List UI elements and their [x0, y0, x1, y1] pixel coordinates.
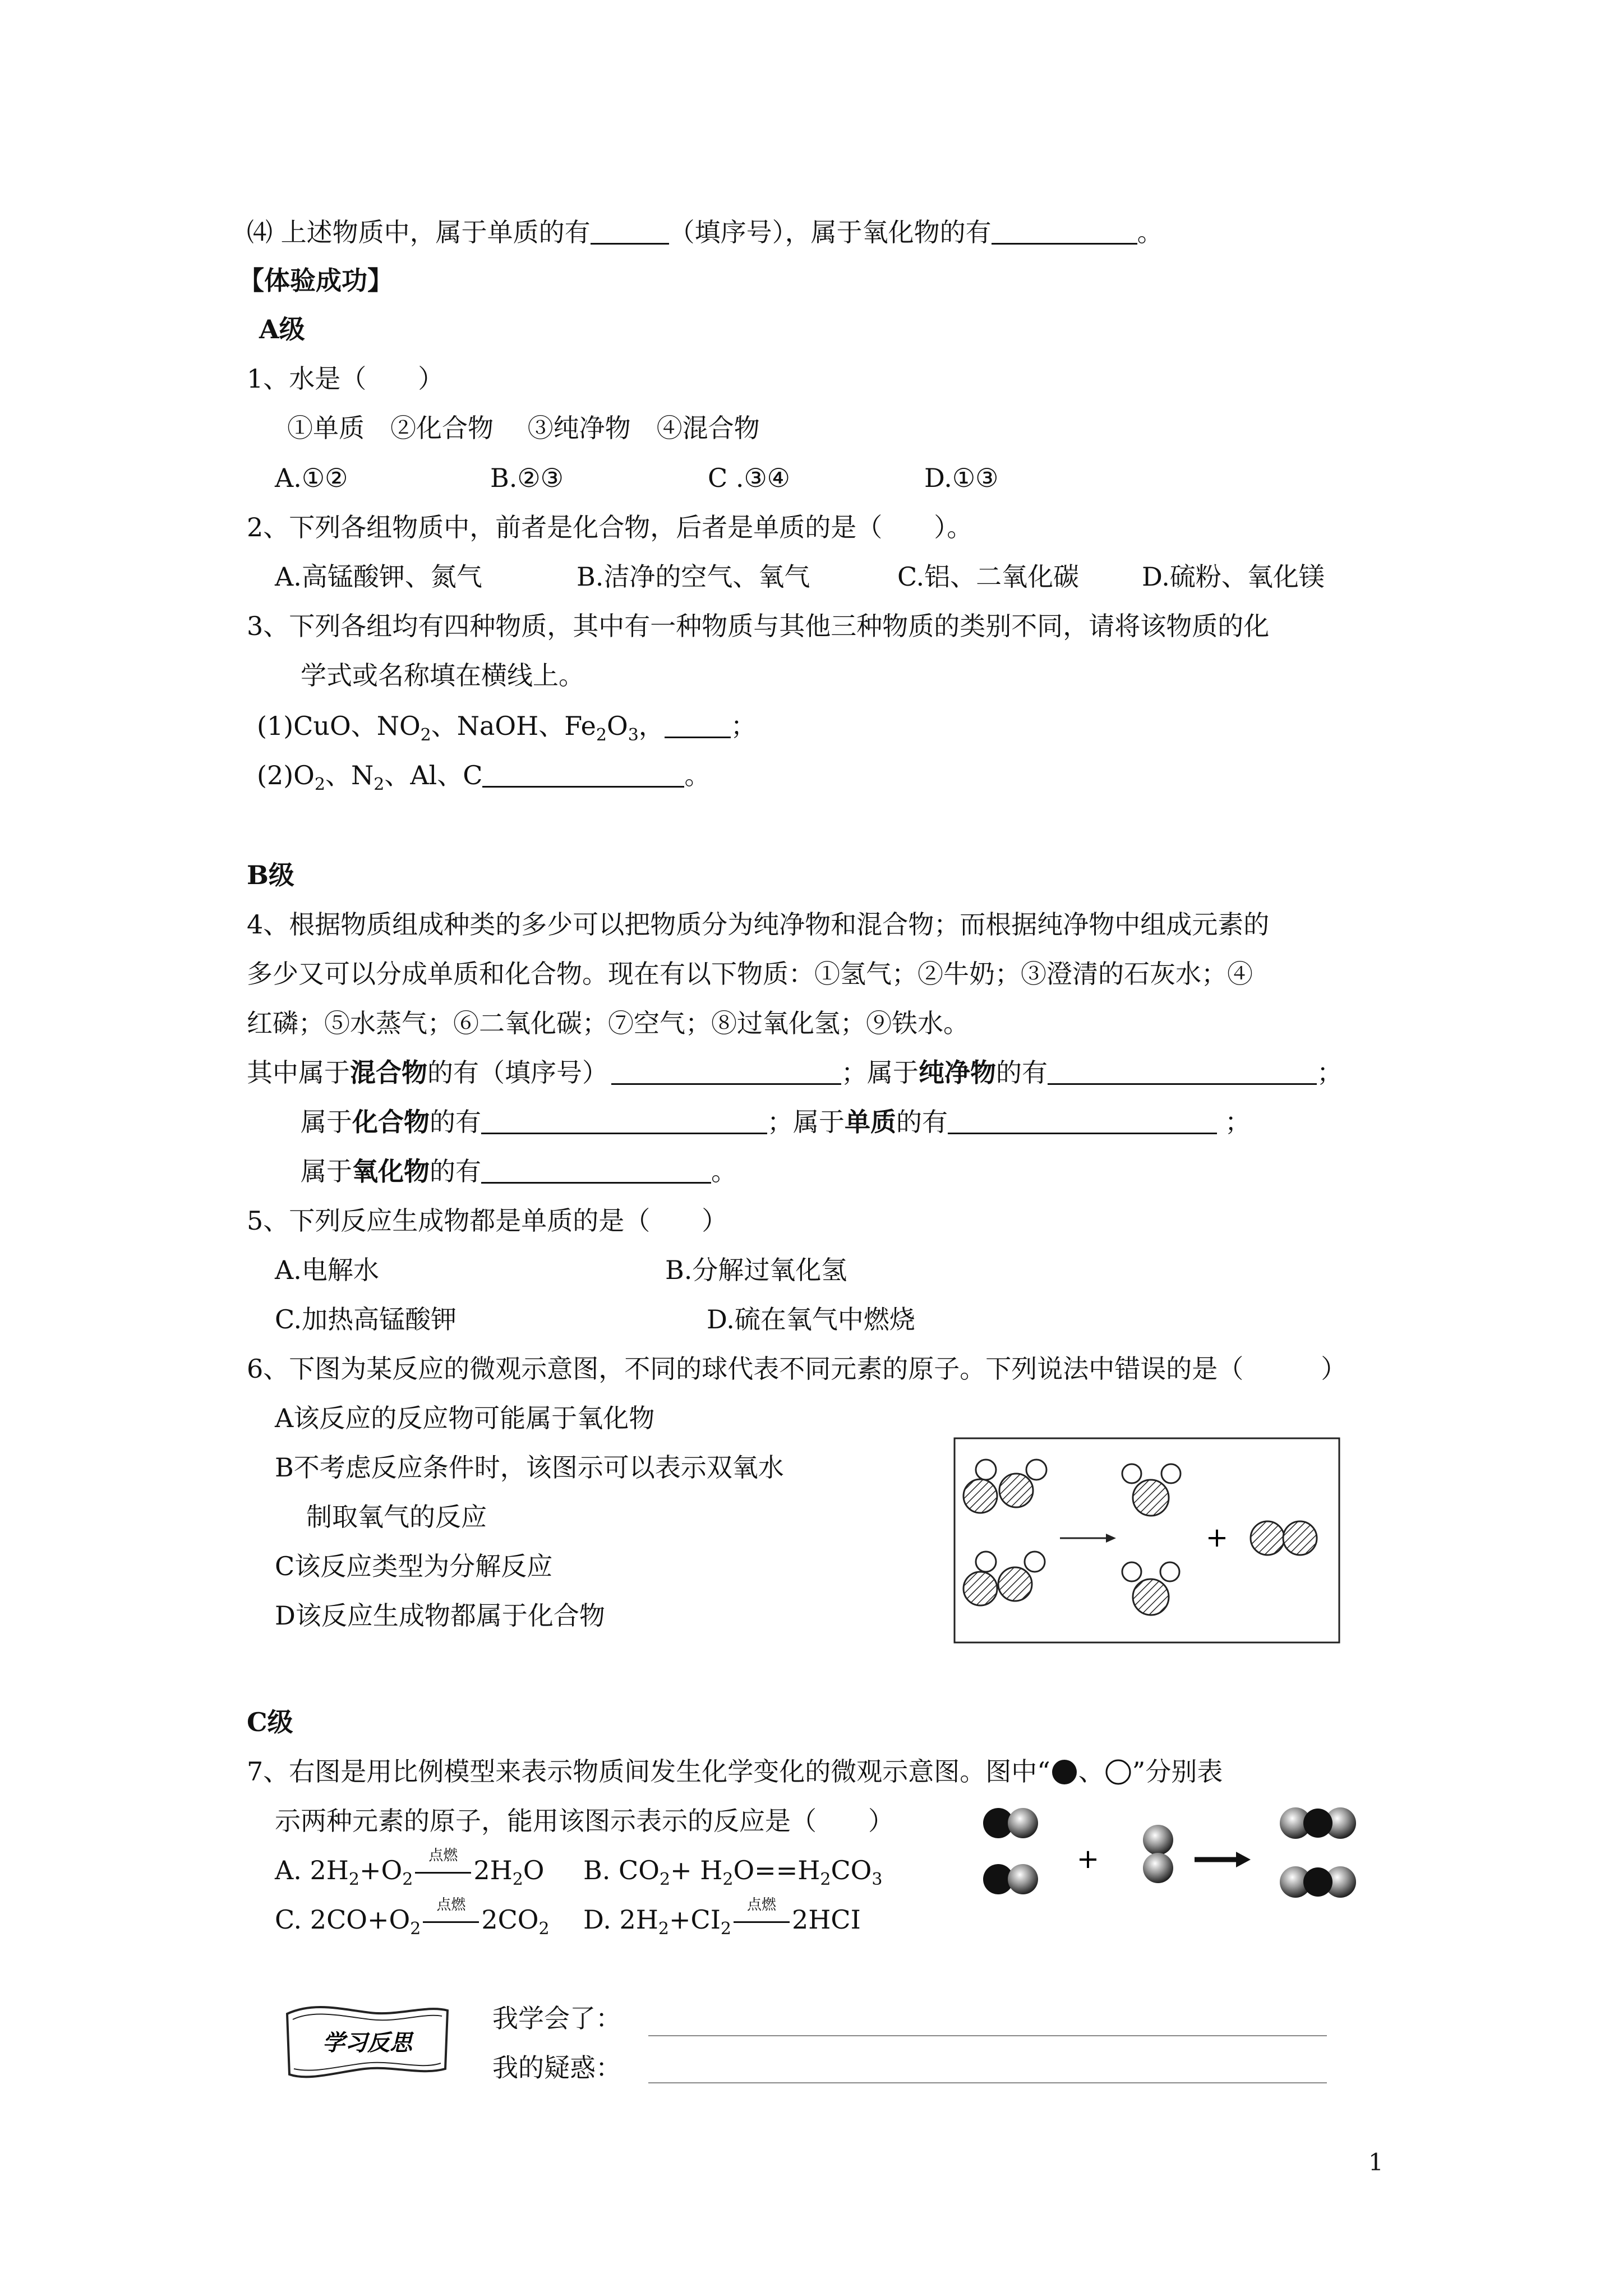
section-title: 【体验成功】 [238, 265, 393, 296]
q4-line3: 红磷；⑤水蒸气；⑥二氧化碳；⑦空气；⑧过氧化氢；⑨铁水。 [247, 1008, 969, 1038]
answer-blank[interactable] [611, 1059, 841, 1085]
plus-sign: + [1076, 1843, 1100, 1875]
product-molecule [1280, 1866, 1356, 1898]
level-c-heading: C级 [247, 1707, 293, 1737]
answer-blank[interactable] [992, 218, 1137, 245]
learned-input-line[interactable] [648, 2035, 1327, 2036]
q7-reaction-diagram [976, 1795, 1380, 1930]
q5-stem: 5、下列反应生成物都是单质的是（ ） [247, 1205, 728, 1236]
q6-option-c: C该反应类型为分解反应 [275, 1551, 553, 1581]
q5-option-d: D.硫在氧气中燃烧 [707, 1304, 915, 1335]
q2-option-a: A.高锰酸钾、氮气 [275, 562, 482, 592]
q6-option-b: B不考虑反应条件时，该图示可以表示双氧水 [275, 1452, 784, 1483]
q1-stem: 1、水是（ ） [247, 364, 444, 394]
q3-stem-2: 学式或名称填在横线上。 [301, 660, 584, 691]
answer-blank[interactable] [591, 218, 669, 245]
answer-blank[interactable] [665, 712, 731, 738]
answer-blank[interactable] [1048, 1059, 1317, 1085]
doubts-input-line[interactable] [648, 2082, 1327, 2083]
q6-option-b-cont: 制取氧气的反应 [306, 1502, 487, 1532]
reaction-condition: 点燃 [413, 1853, 473, 1887]
q4-fill-line3: 属于氧化物的有 。 [301, 1156, 737, 1186]
q7-stem-2: 示两种元素的原子，能用该图示表示的反应是（ ） [275, 1806, 894, 1836]
q4-line2: 多少又可以分成单质和化合物。现在有以下物质：①氢气；②牛奶；③澄清的石灰水；④ [247, 959, 1253, 989]
answer-blank[interactable] [481, 1108, 767, 1134]
q2-option-d: D.硫粉、氧化镁 [1142, 562, 1325, 592]
q1-option-c: C .③④ [708, 463, 790, 493]
q7-option-a: A. $2H_2+O_2$ 点燃 $2H_2O$ [275, 1847, 545, 1889]
q1-items: ①单质 ②化合物 ③纯净物 ④混合物 [287, 413, 760, 443]
black-atom-icon [1050, 1758, 1078, 1786]
q1-option-a: A.①② [275, 463, 348, 493]
q1-option-d: D.①③ [924, 463, 999, 493]
q5-option-b: B.分解过氧化氢 [665, 1255, 847, 1285]
reaction-arrow [1195, 1852, 1251, 1867]
q7-stem: 7、右图是用比例模型来表示物质间发生化学变化的微观示意图。图中“ 、 ”分别表 [247, 1756, 1223, 1787]
plus-sign: + [1205, 1522, 1229, 1553]
q7-option-c: C. $2CO+O_2$ 点燃 $2CO_2$ [275, 1897, 550, 1939]
q3-sub2: $(2)O_2$、$N_2$、Al、C 。 [257, 760, 711, 794]
q6-stem: 6、下图为某反应的微观示意图，不同的球代表不同元素的原子。下列说法中错误的是（ ） [247, 1354, 1347, 1384]
q7-option-b: B. $CO_2+ H_2O==H_2CO_3$ [583, 1855, 883, 1889]
q4-fill-line2: 属于化合物的有 ；属于单质的有 ； [301, 1107, 1251, 1137]
q6-option-a: A该反应的反应物可能属于氧化物 [275, 1403, 655, 1433]
q-prev-part4: ⑷ 上述物质中，属于单质的有 （填序号），属于氧化物的有 。 [247, 217, 1163, 247]
learned-label: 我学会了： [492, 2003, 621, 2033]
reactant-molecule [983, 1864, 1038, 1894]
level-b-heading: B级 [247, 860, 294, 890]
product-molecule [1280, 1807, 1356, 1839]
q3-sub1: (1)CuO、$NO_2$、NaOH、$Fe_2O_3$， ； [257, 711, 757, 745]
level-a-heading: A级 [259, 314, 305, 344]
q4-line1: 4、根据物质组成种类的多少可以把物质分为纯净物和混合物；而根据纯净物中组成元素的 [247, 909, 1270, 940]
reflection-badge [280, 1997, 454, 2087]
reactant-molecule [1143, 1825, 1173, 1883]
q3-stem: 3、下列各组均有四种物质，其中有一种物质与其他三种物质的类别不同，请将该物质的化 [247, 611, 1270, 641]
q1-option-b: B.②③ [490, 463, 564, 493]
page-number: 1 [1368, 2148, 1384, 2176]
doubts-label: 我的疑惑： [492, 2053, 621, 2083]
q5-option-c: C.加热高锰酸钾 [275, 1304, 457, 1335]
reaction-condition: 点燃 [421, 1903, 481, 1936]
answer-blank[interactable] [482, 761, 684, 788]
reflection-badge-label: 学习反思 [322, 2030, 412, 2056]
answer-blank[interactable] [948, 1108, 1217, 1134]
q6-option-d: D该反应生成物都属于化合物 [275, 1600, 605, 1631]
reactant-molecule [983, 1808, 1038, 1838]
q2-stem: 2、下列各组物质中，前者是化合物，后者是单质的是（ ）。 [247, 512, 973, 542]
q2-option-b: B.洁净的空气、氧气 [577, 562, 810, 592]
q2-option-c: C.铝、二氧化碳 [897, 562, 1080, 592]
answer-blank[interactable] [481, 1157, 711, 1184]
q7-option-d: D. $2H_2+CI_2$ 点燃 2HCI [583, 1897, 861, 1939]
reaction-condition: 点燃 [731, 1903, 792, 1936]
q4-fill-line1: 其中属于混合物的有（填序号） ；属于纯净物的有 ； [247, 1057, 1343, 1088]
q5-option-a: A.电解水 [275, 1255, 379, 1285]
white-atom-icon [1104, 1758, 1132, 1786]
q6-reaction-diagram [953, 1437, 1340, 1645]
